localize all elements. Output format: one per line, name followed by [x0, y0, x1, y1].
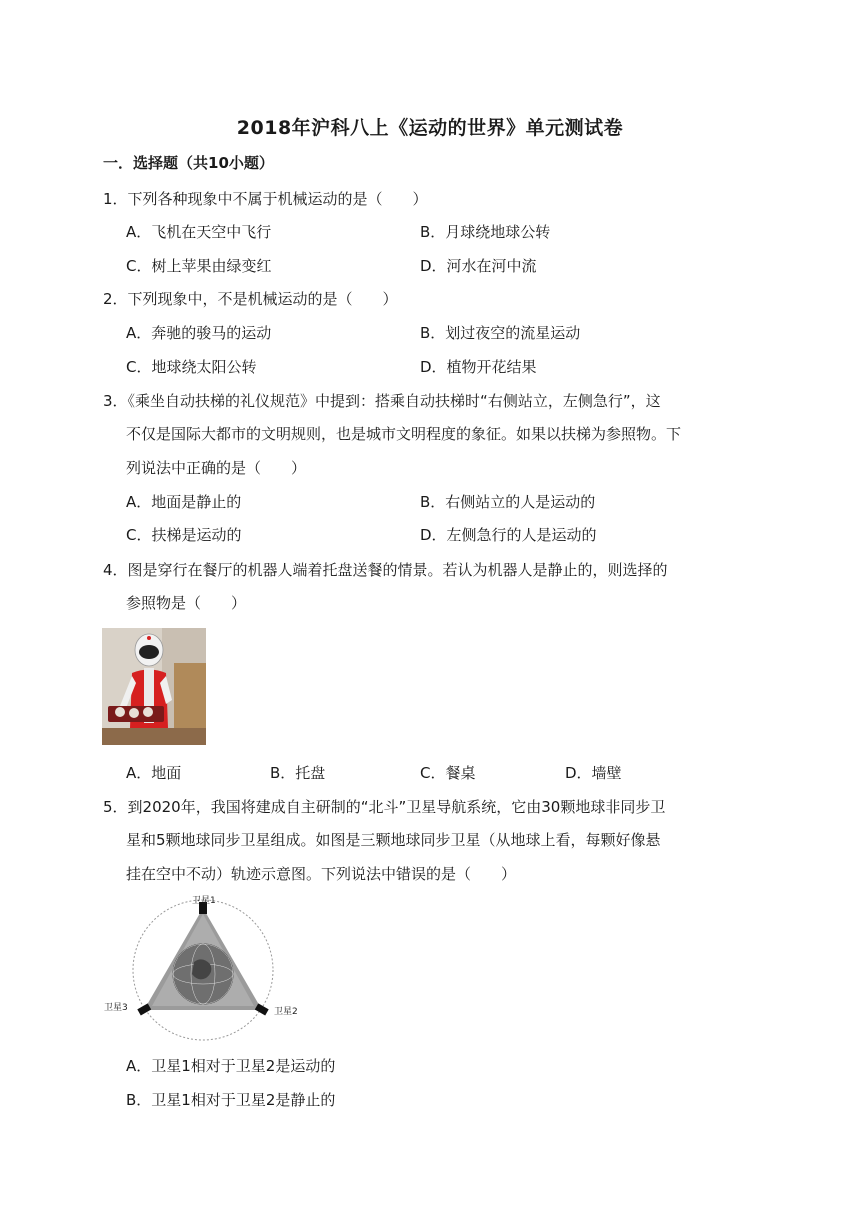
satellite-2-label: 卫星2 — [274, 1007, 298, 1017]
question-4-stem-line2: 参照物是（ ） — [126, 594, 247, 612]
q5-option-b: B．卫星1相对于卫星2是静止的 — [126, 1091, 336, 1109]
satellite-diagram — [102, 894, 304, 1046]
question-5-stem-line1: 5．到2020年，我国将建成自主研制的“北斗”卫星导航系统，它由30颗地球非同步卫 — [103, 798, 666, 816]
q5-option-a: A．卫星1相对于卫星2是运动的 — [126, 1057, 336, 1075]
q4-option-a: A．地面 — [126, 764, 182, 782]
q1-option-b: B．月球绕地球公转 — [420, 223, 551, 241]
satellite-3-label: 卫星3 — [104, 1003, 128, 1013]
section-heading: 一．选择题（共10小题） — [103, 154, 274, 172]
q1-option-c: C．树上苹果由绿变红 — [126, 257, 272, 275]
robot-photo — [102, 628, 206, 745]
question-3-stem-line3: 列说法中正确的是（ ） — [126, 459, 307, 477]
question-4-stem-line1: 4．图是穿行在餐厅的机器人端着托盘送餐的情景。若认为机器人是静止的，则选择的 — [103, 561, 668, 579]
question-3-stem-line1: 3．《乘坐自动扶梯的礼仪规范》中提到：搭乘自动扶梯时“右侧站立，左侧急行”，这 — [103, 392, 661, 410]
q3-option-a: A．地面是静止的 — [126, 493, 242, 511]
q2-option-b: B．划过夜空的流星运动 — [420, 324, 581, 342]
q1-option-a: A．飞机在天空中飞行 — [126, 223, 272, 241]
question-5-stem-line2: 星和5颗地球同步卫星组成。如图是三颗地球同步卫星（从地球上看，每颗好像悬 — [126, 831, 661, 849]
question-5-stem-line3: 挂在空中不动）轨迹示意图。下列说法中错误的是（ ） — [126, 865, 517, 883]
question-2-stem: 2．下列现象中，不是机械运动的是（ ） — [103, 290, 398, 308]
q2-option-d: D．植物开花结果 — [420, 358, 537, 376]
q3-option-c: C．扶梯是运动的 — [126, 526, 242, 544]
satellite-1-label: 卫星1 — [192, 896, 216, 906]
q1-option-d: D．河水在河中流 — [420, 257, 537, 275]
question-3-stem-line2: 不仅是国际大都市的文明规则，也是城市文明程度的象征。如果以扶梯为参照物。下 — [126, 425, 682, 443]
question-1-stem: 1．下列各种现象中不属于机械运动的是（ ） — [103, 190, 428, 208]
q4-option-b: B．托盘 — [270, 764, 326, 782]
q2-option-c: C．地球绕太阳公转 — [126, 358, 257, 376]
q4-option-d: D．墙壁 — [565, 764, 622, 782]
q3-option-d: D．左侧急行的人是运动的 — [420, 526, 597, 544]
q3-option-b: B．右侧站立的人是运动的 — [420, 493, 596, 511]
q4-option-c: C．餐桌 — [420, 764, 476, 782]
q2-option-a: A．奔驰的骏马的运动 — [126, 324, 272, 342]
page-title: 2018年沪科八上《运动的世界》单元测试卷 — [236, 117, 624, 139]
